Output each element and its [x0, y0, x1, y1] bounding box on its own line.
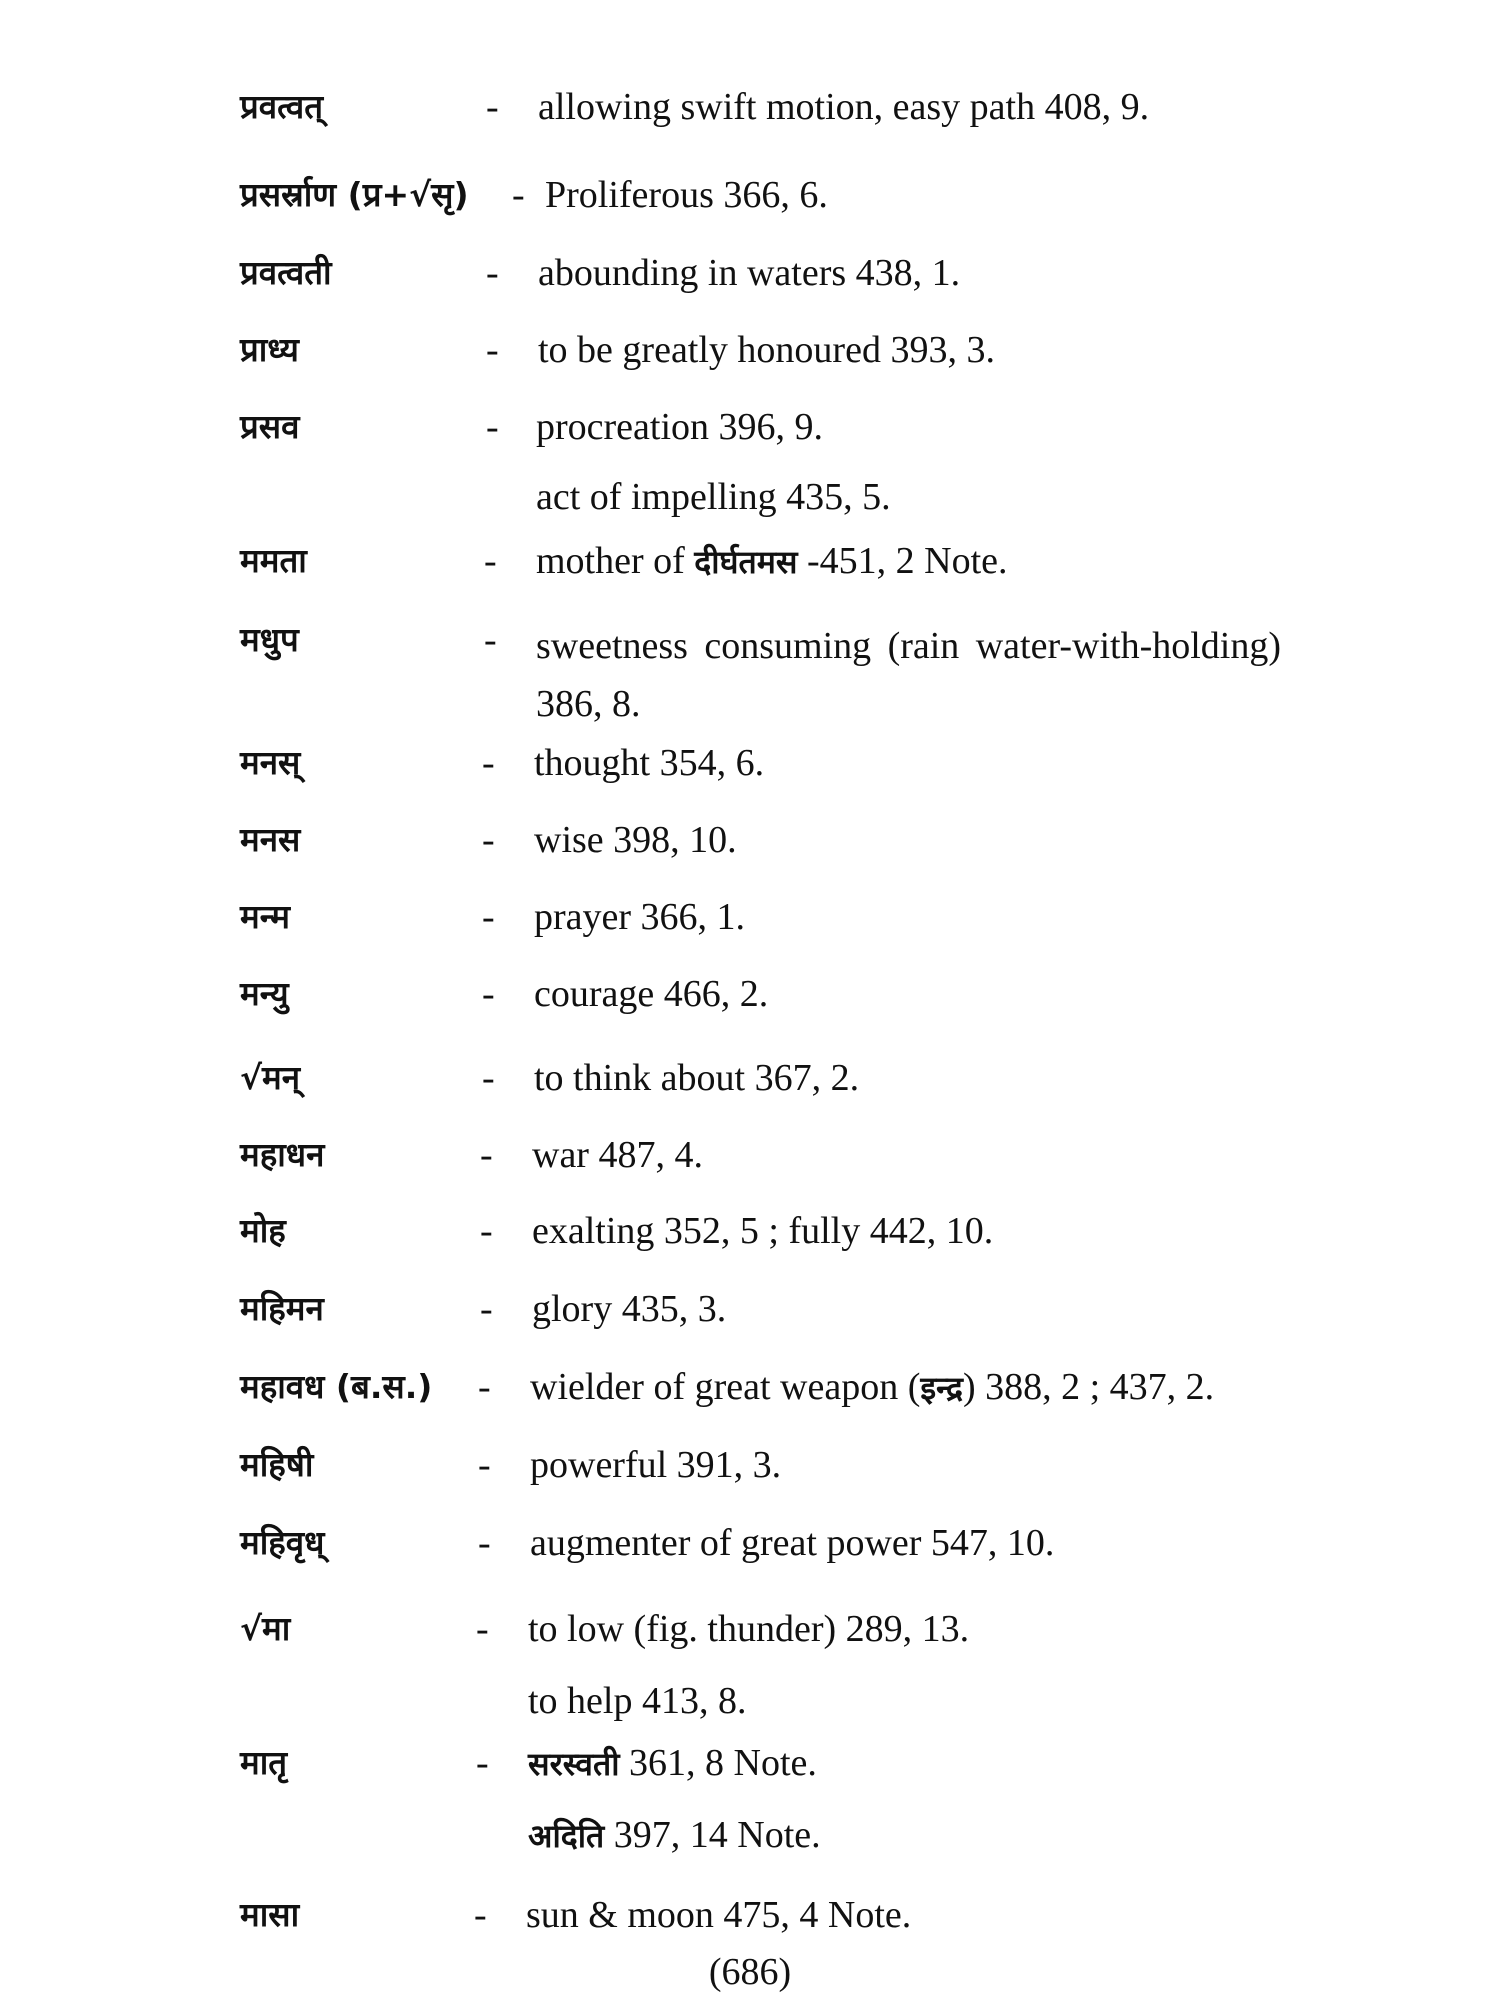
entry-pradhya	[0, 327, 1500, 397]
def-text: 397, 14 Note.	[604, 1814, 821, 1856]
entry-dash: -	[482, 896, 495, 938]
entry-definition	[536, 538, 1008, 585]
def-text: ) 388, 2 ; 437, 2.	[962, 1366, 1215, 1408]
entry-dash: -	[484, 619, 497, 661]
def-text: -451, 2 Note.	[797, 540, 1008, 582]
entry-definition: allowing swift motion, easy path 408, 9.	[538, 86, 1150, 128]
entry-dash: -	[486, 86, 499, 128]
entry-dash: -	[484, 540, 497, 582]
entry-mahishi	[0, 1442, 1500, 1512]
entry-manma	[0, 894, 1500, 964]
entry-dash: -	[478, 1444, 491, 1486]
entry-matri	[0, 1740, 1500, 1810]
def-sanskrit: इन्द्र	[920, 1369, 963, 1407]
entry-mahivridh	[0, 1520, 1500, 1590]
entry-root-man	[0, 1055, 1500, 1125]
entry-pravatvati	[0, 250, 1500, 320]
def-sanskrit: अदिति	[528, 1817, 605, 1855]
entry-term: √मन्	[240, 1058, 301, 1097]
entry-pravatvat	[0, 84, 1500, 154]
entry-term: मधुप	[240, 620, 299, 659]
entry-dash: -	[476, 1742, 489, 1784]
entry-term: महिषी	[240, 1445, 314, 1484]
entry-manas	[0, 817, 1500, 887]
entry-dash: -	[482, 1057, 495, 1099]
entry-term: मोह	[240, 1211, 286, 1250]
entry-term: प्रवत्वती	[240, 253, 332, 292]
entry-term: मनस्	[240, 743, 301, 782]
entry-mahadhana	[0, 1132, 1500, 1202]
entry-dash: -	[486, 329, 499, 371]
entry-definition-cont	[528, 1812, 821, 1859]
def-text: wielder of great weapon (	[530, 1366, 921, 1408]
entry-definition: to low (fig. thunder) 289, 13.	[528, 1608, 970, 1650]
entry-prasava	[0, 404, 1500, 474]
def-text: mother of	[536, 540, 695, 582]
entry-term: प्रवत्वत्	[240, 87, 324, 126]
page-number: (686)	[708, 1951, 792, 1993]
entry-mahavadha	[0, 1364, 1500, 1434]
entry-term: प्रसर्स्राण (प्र+√सृ)	[240, 175, 469, 214]
entry-manas-halant	[0, 740, 1500, 810]
entry-term: महिमन	[240, 1289, 324, 1328]
entry-dash: -	[482, 819, 495, 861]
entry-prasarsrana	[0, 172, 1500, 242]
entry-definition	[528, 1740, 817, 1787]
def-sanskrit: दीर्घतमस	[694, 543, 798, 581]
entry-dash: -	[482, 973, 495, 1015]
entry-term: मन्यु	[240, 974, 289, 1013]
entry-dash: -	[478, 1366, 491, 1408]
entry-definition: exalting 352, 5 ; fully 442, 10.	[532, 1210, 994, 1252]
entry-term: प्रसव	[240, 407, 300, 446]
entry-mamata	[0, 538, 1500, 608]
entry-definition: augmenter of great power 547, 10.	[530, 1522, 1055, 1564]
entry-term: मासा	[240, 1895, 300, 1934]
entry-term: मनस	[240, 820, 301, 859]
def-text: 361, 8 Note.	[619, 1742, 817, 1784]
entry-dash: -	[482, 742, 495, 784]
entry-definition: to be greatly honoured 393, 3.	[538, 329, 995, 371]
entry-madhupa	[0, 617, 1500, 737]
entry-moha	[0, 1208, 1500, 1278]
entry-term: महाधन	[240, 1135, 325, 1174]
entry-term: √मा	[240, 1609, 291, 1648]
entry-dash: -	[512, 174, 525, 216]
entry-definition: glory 435, 3.	[532, 1288, 727, 1330]
entry-term: प्राध्य	[240, 330, 299, 369]
entry-term: मन्म	[240, 897, 290, 936]
entry-definition: sun & moon 475, 4 Note.	[526, 1894, 912, 1936]
entry-definition: sweetness consuming (rain water-with-holding) 386, 8.	[536, 625, 1281, 725]
entry-dash: -	[474, 1894, 487, 1936]
entry-definition	[530, 1364, 1214, 1411]
entry-definition: Proliferous 366, 6.	[545, 174, 828, 216]
entry-definition: thought 354, 6.	[534, 742, 765, 784]
entry-term: ममता	[240, 541, 307, 580]
entry-definition: war 487, 4.	[532, 1134, 703, 1176]
entry-definition: abounding in waters 438, 1.	[538, 252, 961, 294]
entry-definition: procreation 396, 9.	[536, 406, 824, 448]
entry-term: महावध (ब.स.)	[240, 1367, 433, 1406]
entry-definition-cont: act of impelling 435, 5.	[536, 476, 891, 518]
entry-term: महिवृध्	[240, 1523, 325, 1562]
entry-definition-cont: to help 413, 8.	[528, 1680, 747, 1722]
entry-mahiman	[0, 1286, 1500, 1356]
entry-definition: powerful 391, 3.	[530, 1444, 782, 1486]
entry-dash: -	[486, 406, 499, 448]
entry-definition: courage 466, 2.	[534, 973, 769, 1015]
def-sanskrit: सरस्वती	[528, 1745, 620, 1783]
entry-definition: wise 398, 10.	[534, 819, 737, 861]
entry-dash: -	[476, 1608, 489, 1650]
entry-definition: prayer 366, 1.	[534, 896, 746, 938]
entry-dash: -	[480, 1210, 493, 1252]
entry-dash: -	[478, 1522, 491, 1564]
entry-manyu	[0, 971, 1500, 1041]
entry-term: मातृ	[240, 1743, 288, 1782]
entry-dash: -	[480, 1288, 493, 1330]
entry-root-ma	[0, 1606, 1500, 1676]
entry-dash: -	[480, 1134, 493, 1176]
entry-definition: to think about 367, 2.	[534, 1057, 860, 1099]
entry-dash: -	[486, 252, 499, 294]
